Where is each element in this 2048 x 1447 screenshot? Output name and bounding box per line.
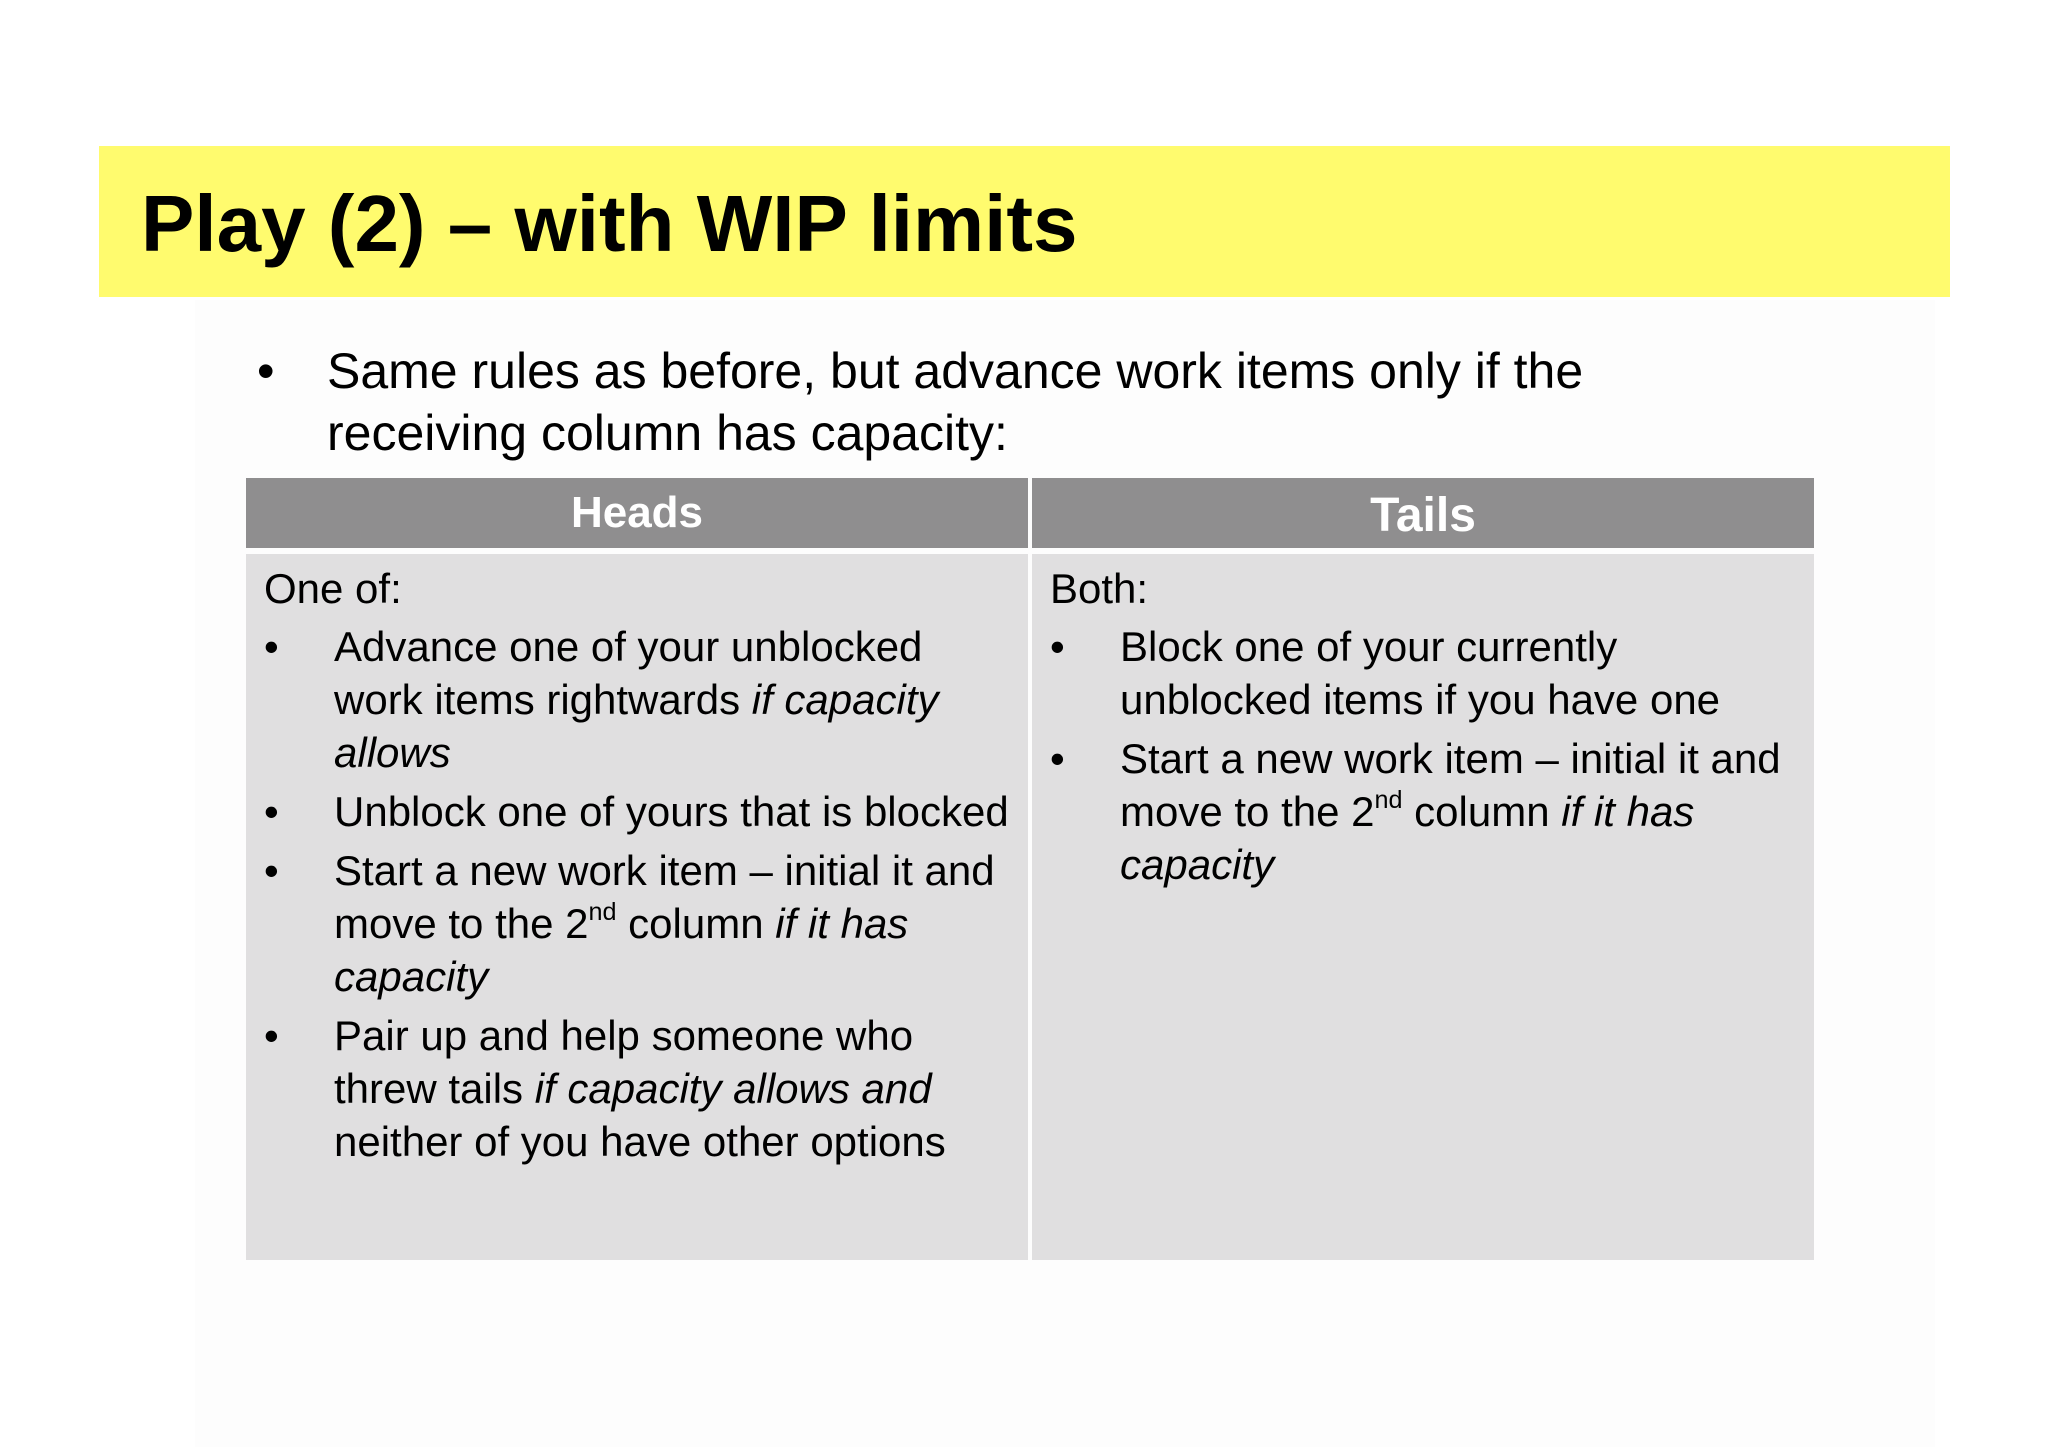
rule-item [1050,732,1798,891]
ordinal-suffix: nd [588,898,617,927]
rule-text-part: Advance one of your unblocked work items rightwards [334,623,923,723]
bullet-marker: • [257,343,275,399]
heads-cell [246,554,1028,1260]
bullet-marker: • [1050,623,1065,670]
rule-text-part: column [1402,788,1562,835]
rule-item [1050,620,1798,726]
rule-text [334,785,1012,838]
rule-text [334,620,1012,779]
rule-text-part: Start a new work item – initial it and move to the 2 [1120,735,1781,835]
rule-text-part: neither of you have other options [334,1118,946,1165]
bullet-marker: • [264,623,279,670]
slide-title: Play (2) – with WIP limits [141,179,1078,268]
bullet-marker: • [264,847,279,894]
rule-text-part: Block one of your currently unblocked items if you have one [1120,623,1721,723]
rule-item [264,620,1012,779]
tails-header: Tails [1032,478,1814,548]
rule-condition: if it has capacity [334,900,909,1000]
bullet-marker: • [264,788,279,835]
rule-item [264,1009,1012,1168]
bullet-marker: • [264,1012,279,1059]
rule-text [1120,620,1798,726]
rule-text-part: Unblock one of yours that is blocked [334,788,1009,835]
bullet-marker: • [1050,735,1065,782]
rule-item [264,785,1012,838]
title-bar [99,146,1950,297]
rule-text [1120,732,1798,891]
rule-text-part: Start a new work item – initial it and move to the 2 [334,847,995,947]
rule-text-part: column [616,900,776,947]
ordinal-suffix: nd [1374,786,1403,815]
rule-condition: if capacity allows [334,676,939,776]
rule-text [334,844,1012,1003]
rules-table [246,478,1814,1260]
heads-lead: One of: [264,565,402,612]
tails-rule-list [1050,620,1798,891]
tails-lead: Both: [1050,565,1149,612]
intro-bullet [257,340,1777,464]
rule-condition: if capacity allows and [534,1065,932,1112]
tails-cell [1032,554,1814,1260]
rule-item [264,844,1012,1003]
rule-text [334,1009,1012,1168]
heads-header: Heads [246,478,1028,548]
rule-condition: if it has capacity [1120,788,1695,888]
intro-text: Same rules as before, but advance work items only if the receiving column has capacity: [327,343,1584,461]
heads-rule-list [264,620,1012,1168]
rule-text-part: Pair up and help someone who threw tails [334,1012,914,1112]
